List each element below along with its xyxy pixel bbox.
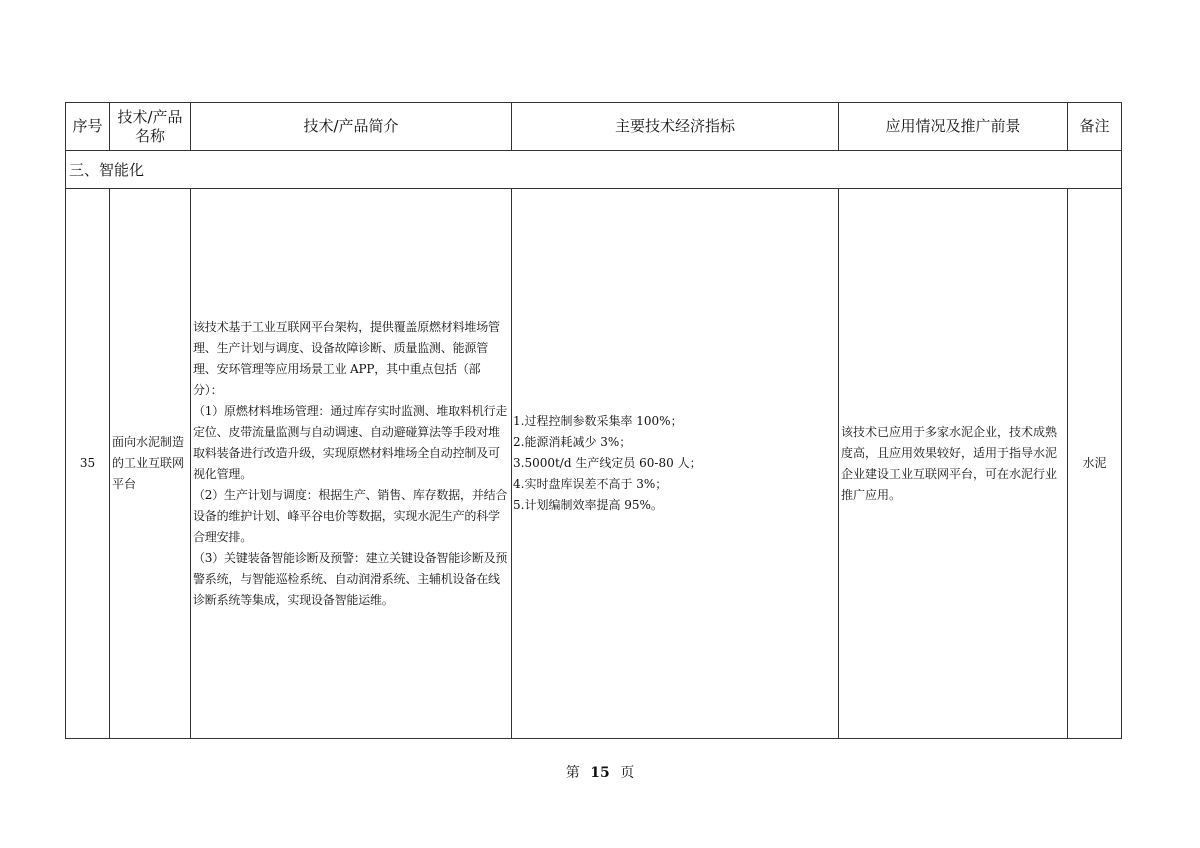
indicator-item: 1.过程控制参数采集率 100%； xyxy=(513,414,683,428)
main-table xyxy=(65,102,1122,739)
header-name: 技术/产品名称 xyxy=(110,103,191,151)
page-suffix: 页 xyxy=(620,765,635,781)
desc-paragraph: 该技术基于工业互联网平台架构，提供覆盖原燃材料堆场管理、生产计划与调度、设备故障诊断、质量监测、能源管理、安环管理等应用场景工业 APP，其中重点包括（部分）： xyxy=(193,319,500,397)
row-name: 面向水泥制造的工业互联网平台 xyxy=(110,189,191,739)
row-application: 该技术已应用于多家水泥企业，技术成熟度高，且应用效果较好，适用于指导水泥企业建设工业互联网平台，可在水泥行业推广应用。 xyxy=(839,189,1068,739)
indicator-item: 4.实时盘库误差不高于 3%； xyxy=(513,477,668,491)
indicator-item: 5.计划编制效率提高 95%。 xyxy=(513,498,663,512)
row-note: 水泥 xyxy=(1068,189,1122,739)
indicator-item: 3.5000t/d 生产线定员 60-80 人； xyxy=(513,456,702,470)
header-note: 备注 xyxy=(1068,103,1122,151)
desc-paragraph: （3）关键装备智能诊断及预警：建立关键设备智能诊断及预警系统，与智能巡检系统、自动润滑系统、主辅机设备在线诊断系统等集成，实现设备智能运维。 xyxy=(193,550,508,607)
header-application: 应用情况及推广前景 xyxy=(839,103,1068,151)
table-row xyxy=(66,189,1122,739)
section-title: 三、智能化 xyxy=(66,151,1122,189)
header-no: 序号 xyxy=(66,103,110,151)
header-desc: 技术/产品简介 xyxy=(191,103,512,151)
row-indicators xyxy=(512,189,839,739)
header-row xyxy=(66,103,1122,151)
page-number: 15 xyxy=(590,765,610,781)
indicator-item: 2.能源消耗减少 3%； xyxy=(513,435,632,449)
desc-paragraph: （1）原燃材料堆场管理：通过库存实时监测、堆取料机行走定位、皮带流量监测与自动调速、自动避碰算法等手段对堆取料装备进行改造升级，实现原燃材料堆场全自动控制及可视化管理。 xyxy=(193,403,508,481)
row-description xyxy=(191,189,512,739)
page-prefix: 第 xyxy=(565,765,580,781)
page-footer xyxy=(0,762,1200,782)
desc-paragraph: （2）生产计划与调度：根据生产、销售、库存数据，并结合设备的维护计划、峰平谷电价等数据，实现水泥生产的科学合理安排。 xyxy=(193,487,508,544)
section-row xyxy=(66,151,1122,189)
header-indicators: 主要技术经济指标 xyxy=(512,103,839,151)
row-number: 35 xyxy=(66,189,110,739)
